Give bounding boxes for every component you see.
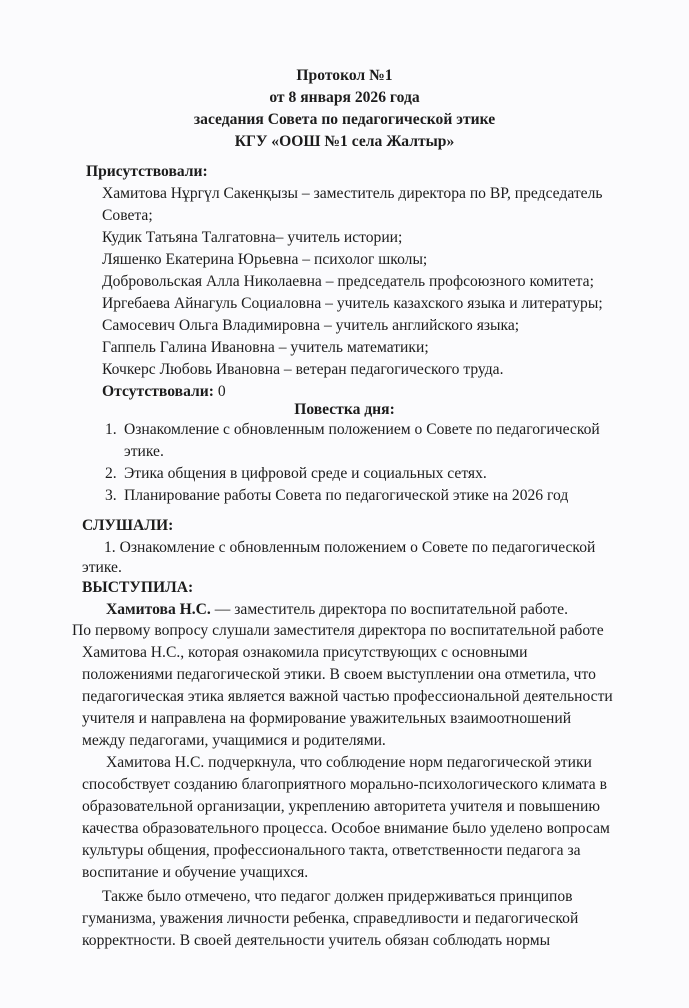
agenda-item-number: 3. <box>105 487 117 504</box>
present-line: Ляшенко Екатерина Юрьевна – психолог школы; <box>102 251 428 268</box>
paragraph-line: способствует созданию благоприятного морально-психологического климата в <box>82 776 607 793</box>
protocol-title: Протокол №1 <box>296 67 393 84</box>
paragraph-line: Хамитова Н.С., которая ознакомила присутствующих с основными <box>82 644 528 661</box>
speaker-role: — заместитель директора по воспитательной работе. <box>210 601 568 618</box>
agenda-item-number: 2. <box>105 465 117 482</box>
absent-value: 0 <box>217 383 226 400</box>
paragraph-line: культуры общения, профессионального такта, ответственности педагога за <box>82 842 581 859</box>
paragraph-line: корректности. В своей деятельности учитель обязан соблюдать нормы <box>82 932 551 949</box>
absent-label: Отсутствовали: <box>102 383 214 400</box>
paragraph-line: педагогическая этика является важной частью профессиональной деятельности <box>82 688 613 705</box>
present-line: Самосевич Ольга Владимировна – учитель английского языка; <box>102 317 520 334</box>
speaker-name: Хамитова Н.С. <box>106 601 211 618</box>
protocol-date: от 8 января 2026 года <box>269 89 420 106</box>
meeting-title: заседания Совета по педагогической этике <box>193 111 496 128</box>
paragraph-line: качества образовательного процесса. Особое внимание было уделено вопросам <box>82 820 610 837</box>
present-line: Хамитова Нұргүл Сакенқызы – заместитель директора по ВР, председатель <box>102 185 603 202</box>
paragraph-line: между педагогами, учащимися и родителями. <box>82 732 386 749</box>
present-line: Иргебаева Айнагуль Социаловна – учитель казахского языка и литературы; <box>102 295 603 312</box>
speaker-row <box>106 600 568 620</box>
agenda-item-text: Этика общения в цифровой среде и социальных сетях. <box>124 465 487 482</box>
organization-name: КГУ «ООШ №1 села Жалтыр» <box>234 133 455 150</box>
agenda-title: Повестка дня: <box>294 401 395 418</box>
paragraph-line: положениями педагогической этики. В своем выступлении она отметила, что <box>82 666 596 683</box>
paragraph-line: образовательной организации, укреплению авторитета учителя и повышению <box>82 798 600 815</box>
absent-row <box>102 382 226 402</box>
paragraph-line: По первому вопросу слушали заместителя директора по воспитательной работе <box>72 622 604 639</box>
present-label: Присутствовали: <box>86 163 208 180</box>
listened-label: СЛУШАЛИ: <box>82 517 174 534</box>
agenda-item-text: Планирование работы Совета по педагогической этике на 2026 год <box>124 487 569 504</box>
present-line: Гаппель Галина Ивановна – учитель математики; <box>102 339 429 356</box>
paragraph-line: Также было отмечено, что педагог должен придерживаться принципов <box>102 888 573 905</box>
agenda-item-number: 1. <box>105 421 117 438</box>
paragraph-line: воспитание и обучение учащихся. <box>82 864 309 881</box>
present-line: Совета; <box>102 207 153 224</box>
present-line: Кочкерс Любовь Ивановна – ветеран педагогического труда. <box>102 361 504 378</box>
spoke-label: ВЫСТУПИЛА: <box>82 579 194 596</box>
present-line: Добровольская Алла Николаевна – председатель профсоюзного комитета; <box>102 273 594 290</box>
listened-line: 1. Ознакомление с обновленным положением о Совете по педагогической <box>104 539 596 556</box>
agenda-item-text: Ознакомление с обновленным положением о Совете по педагогической <box>124 421 600 438</box>
paragraph-line: учителя и направлена на формирование уважительных взаимоотношений <box>82 710 572 727</box>
paragraph-line: Хамитова Н.С. подчеркнула, что соблюдение норм педагогической этики <box>106 754 592 771</box>
paragraph-line: гуманизма, уважения личности ребенка, справедливости и педагогической <box>82 910 579 927</box>
listened-line: этике. <box>82 559 122 576</box>
present-line: Кудик Татьяна Талгатовна– учитель истории; <box>102 229 403 246</box>
agenda-item-text: этике. <box>124 443 164 460</box>
